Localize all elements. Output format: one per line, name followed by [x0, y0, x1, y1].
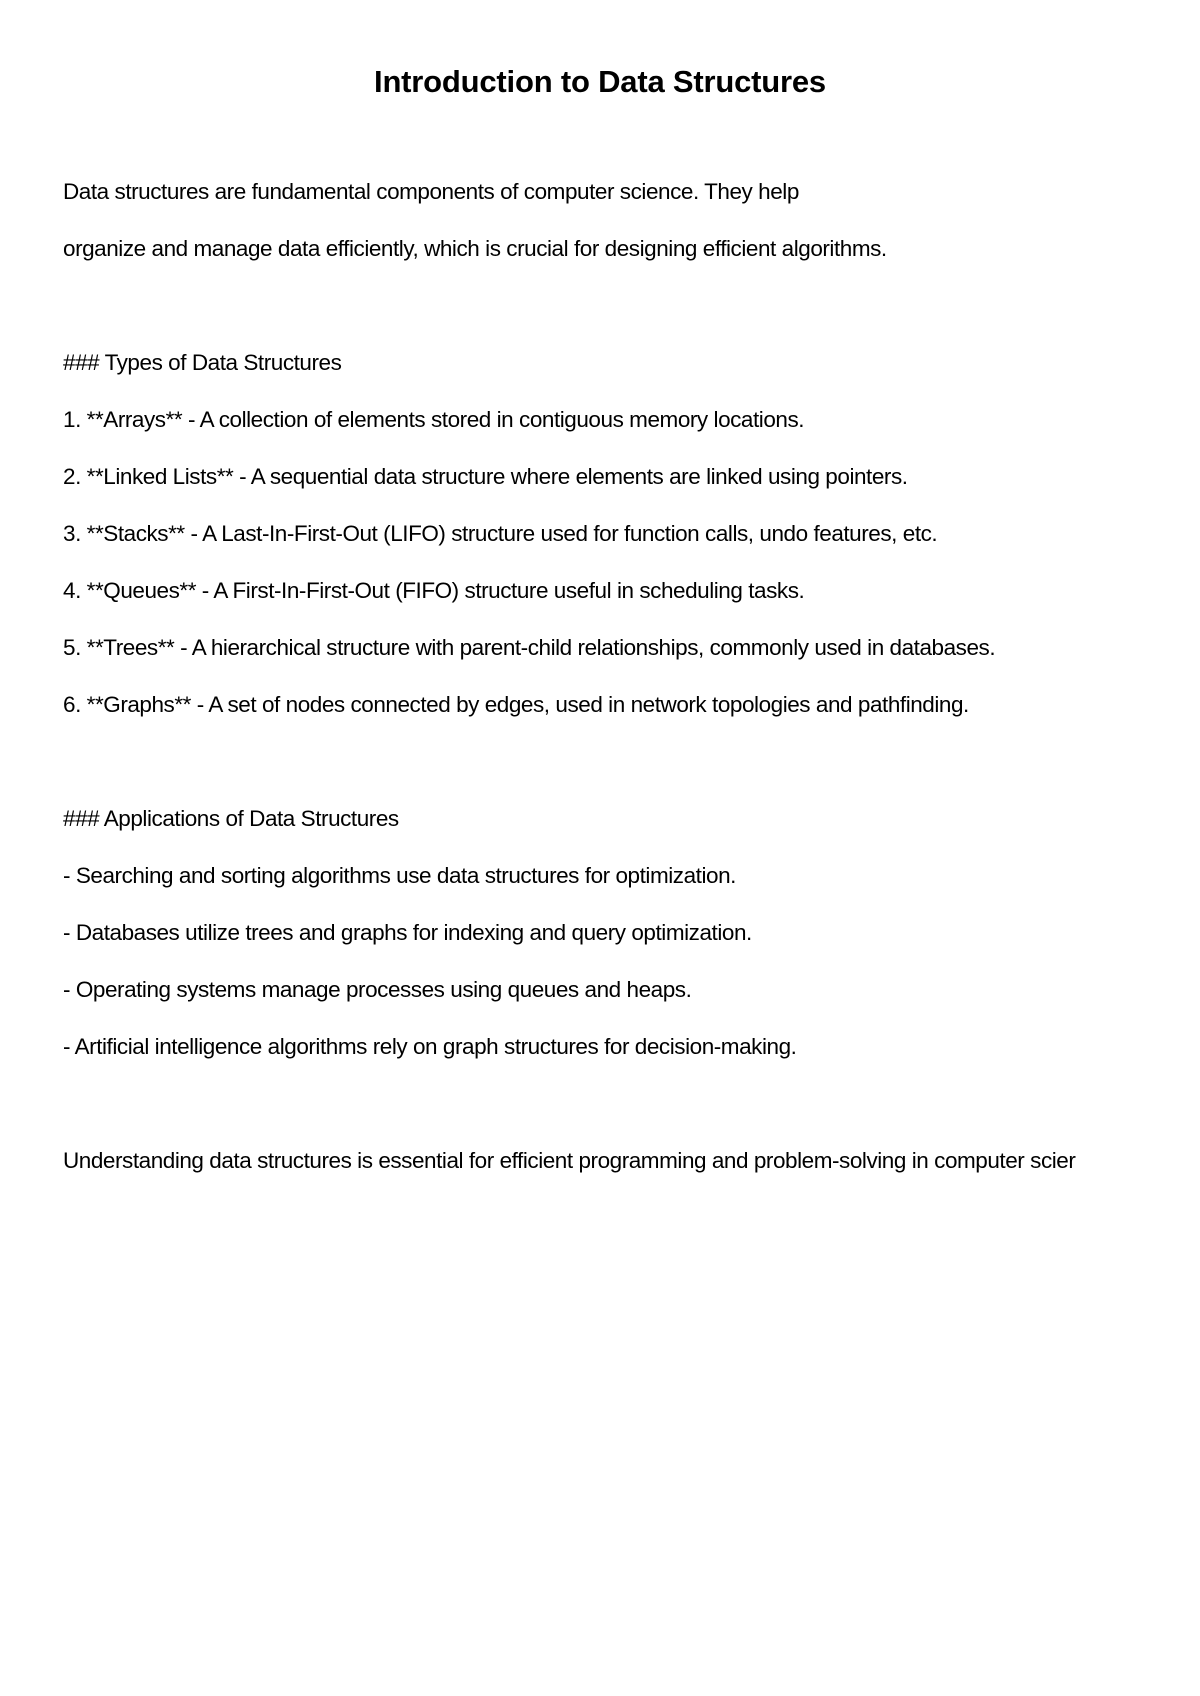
- applications-list-item-searching: - Searching and sorting algorithms use data structures for optimization.: [63, 863, 736, 888]
- applications-list-item-ai: - Artificial intelligence algorithms rely on graph structures for decision-making.: [63, 1034, 797, 1059]
- intro-line-2: organize and manage data efficiently, which is crucial for designing efficient algorithms.: [63, 236, 887, 261]
- spacer: [63, 1092, 1200, 1149]
- types-heading: ### Types of Data Structures: [63, 350, 342, 375]
- applications-heading: ### Applications of Data Structures: [63, 806, 399, 831]
- intro-line-1: Data structures are fundamental components of computer science. They help: [63, 179, 799, 204]
- document-title: Introduction to Data Structures: [374, 64, 826, 99]
- applications-list-item-databases: - Databases utilize trees and graphs for indexing and query optimization.: [63, 920, 752, 945]
- types-list-item-trees: 5. **Trees** - A hierarchical structure with parent-child relationships, commonly used in databases.: [63, 635, 996, 660]
- applications-list-item-operating-systems: - Operating systems manage processes using queues and heaps.: [63, 977, 692, 1002]
- types-list-item-stacks: 3. **Stacks** - A Last-In-First-Out (LIFO) structure used for function calls, undo features, etc.: [63, 521, 938, 546]
- types-list-item-graphs: 6. **Graphs** - A set of nodes connected by edges, used in network topologies and pathfinding.: [63, 692, 969, 717]
- types-list-item-queues: 4. **Queues** - A First-In-First-Out (FIFO) structure useful in scheduling tasks.: [63, 578, 805, 603]
- spacer: [63, 294, 1200, 351]
- document-body: [63, 180, 1200, 1206]
- types-list-item-linked-lists: 2. **Linked Lists** - A sequential data structure where elements are linked using pointers.: [63, 464, 908, 489]
- spacer: [63, 750, 1200, 807]
- conclusion-paragraph: Understanding data structures is essential for efficient programming and problem-solving in computer scier: [63, 1148, 1076, 1173]
- types-list-item-arrays: 1. **Arrays** - A collection of elements stored in contiguous memory locations.: [63, 407, 805, 432]
